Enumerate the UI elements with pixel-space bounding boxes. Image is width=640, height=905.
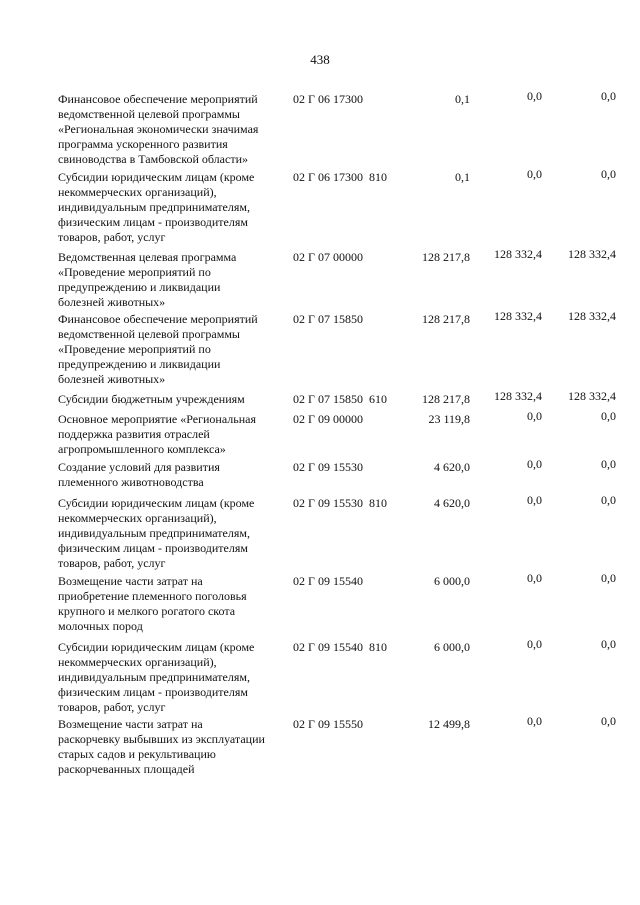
row-value-3: 0,0 [601, 167, 616, 181]
row-value-1: 4 620,0 [434, 496, 470, 510]
row-value-2: 128 332,4 [494, 389, 542, 403]
row-value-1: 4 620,0 [434, 460, 470, 474]
row-code: 02 Г 09 15550 [293, 717, 363, 731]
row-value-3: 0,0 [601, 637, 616, 651]
row-value-2: 0,0 [527, 714, 542, 728]
page-number: 438 [310, 52, 330, 67]
row-name: Финансовое обеспечение мероприятий ведомственной целевой программы «Региональная экономически значимая программа ускоренного развития свиноводства в Тамбовской области» [58, 92, 259, 166]
row-name: Основное мероприятие «Региональная поддержка развития отраслей агропромышленного комплекса» [58, 412, 257, 456]
row-value-3: 0,0 [601, 409, 616, 423]
row-value-1: 6 000,0 [434, 640, 470, 654]
row-value-2: 0,0 [527, 571, 542, 585]
row-name: Создание условий для развития племенного животноводства [58, 460, 220, 489]
row-value-1: 0,1 [455, 170, 470, 184]
row-code: 02 Г 09 15540 810 [293, 640, 387, 654]
row-value-1: 6 000,0 [434, 574, 470, 588]
row-value-3: 0,0 [601, 714, 616, 728]
row-value-3: 128 332,4 [568, 247, 616, 261]
row-value-1: 23 119,8 [428, 412, 470, 426]
row-value-3: 128 332,4 [568, 309, 616, 323]
row-value-2: 128 332,4 [494, 309, 542, 323]
row-value-3: 0,0 [601, 89, 616, 103]
row-name: Ведомственная целевая программа «Проведение мероприятий по предупреждению и ликвидации болезней животных» [58, 250, 237, 309]
row-code: 02 Г 07 15850 610 [293, 392, 387, 406]
row-value-2: 0,0 [527, 89, 542, 103]
row-name: Субсидии юридическим лицам (кроме некоммерческих организаций), индивидуальным предпринимателям, физическим лицам - производителям товаров, работ, услуг [58, 170, 255, 244]
row-code: 02 Г 09 15530 [293, 460, 363, 474]
row-value-1: 128 217,8 [422, 392, 470, 406]
row-name: Возмещение части затрат на раскорчевку выбывших из эксплуатации старых садов и рекультивацию раскорчеванных площадей [58, 717, 265, 776]
row-name: Возмещение части затрат на приобретение племенного поголовья крупного и мелкого рогатого скота молочных пород [58, 574, 247, 633]
row-value-3: 0,0 [601, 571, 616, 585]
row-value-1: 12 499,8 [428, 717, 470, 731]
row-value-2: 0,0 [527, 493, 542, 507]
row-value-2: 0,0 [527, 457, 542, 471]
row-code: 02 Г 09 00000 [293, 412, 363, 426]
row-value-2: 128 332,4 [494, 247, 542, 261]
row-value-2: 0,0 [527, 637, 542, 651]
row-value-3: 0,0 [601, 493, 616, 507]
row-code: 02 Г 07 15850 [293, 312, 363, 326]
row-code: 02 Г 09 15530 810 [293, 496, 387, 510]
row-name: Субсидии юридическим лицам (кроме некоммерческих организаций), индивидуальным предпринимателям, физическим лицам - производителям товаров, работ, услуг [58, 640, 255, 714]
row-value-1: 128 217,8 [422, 250, 470, 264]
row-value-3: 128 332,4 [568, 389, 616, 403]
row-value-1: 0,1 [455, 92, 470, 106]
row-value-2: 0,0 [527, 167, 542, 181]
row-code: 02 Г 07 00000 [293, 250, 363, 264]
row-name: Субсидии бюджетным учреждениям [58, 392, 245, 406]
row-value-3: 0,0 [601, 457, 616, 471]
row-name: Субсидии юридическим лицам (кроме некоммерческих организаций), индивидуальным предпринимателям, физическим лицам - производителям товаров, работ, услуг [58, 496, 255, 570]
row-value-2: 0,0 [527, 409, 542, 423]
row-value-1: 128 217,8 [422, 312, 470, 326]
row-code: 02 Г 06 17300 [293, 92, 363, 106]
row-code: 02 Г 06 17300 810 [293, 170, 387, 184]
row-code: 02 Г 09 15540 [293, 574, 363, 588]
row-name: Финансовое обеспечение мероприятий ведомственной целевой программы «Проведение мероприятий по предупреждению и ликвидации болезней животных» [58, 312, 258, 386]
